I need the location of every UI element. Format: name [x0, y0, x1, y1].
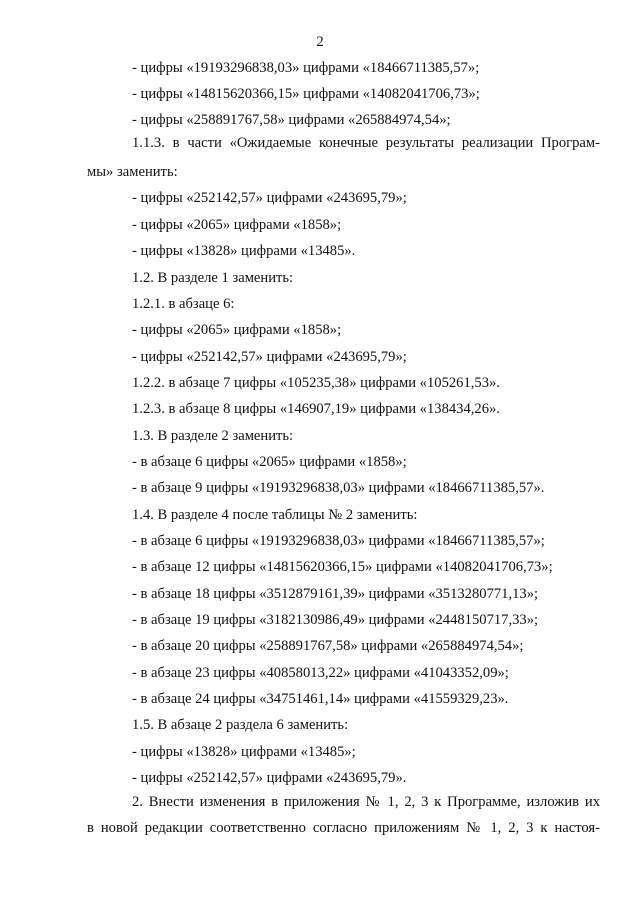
text-line: в новой редакции соответственно согласно приложениям № 1, 2, 3 к настоя- [87, 820, 600, 836]
text-line: - цифры «19193296838,03» цифрами «18466711385,57»; [132, 60, 480, 76]
text-line: - в абзаце 20 цифры «258891767,58» цифрами «265884974,54»; [132, 638, 524, 654]
page-number: 2 [316, 34, 324, 50]
text-line: - цифры «13828» цифрами «13485». [132, 243, 356, 259]
text-line: - в абзаце 6 цифры «19193296838,03» цифрами «18466711385,57»; [132, 533, 545, 549]
text-line: 1.3. В разделе 2 заменить: [132, 428, 294, 444]
text-line: 1.2.3. в абзаце 8 цифры «146907,19» цифрами «138434,26». [132, 401, 500, 417]
text-line: мы» заменить: [87, 164, 178, 180]
text-line: 1.2.2. в абзаце 7 цифры «105235,38» цифрами «105261,53». [132, 375, 500, 391]
text-line: - цифры «252142,57» цифрами «243695,79»; [132, 190, 407, 206]
text-line: - цифры «2065» цифрами «1858»; [132, 217, 342, 233]
text-line: - цифры «252142,57» цифрами «243695,79»; [132, 349, 407, 365]
text-line: 1.1.3. в части «Ожидаемые конечные результаты реализации Програм- [132, 135, 600, 151]
text-line: - в абзаце 24 цифры «34751461,14» цифрами «41559329,23». [132, 691, 509, 707]
text-line: - в абзаце 12 цифры «14815620366,15» цифрами «14082041706,73»; [132, 559, 553, 575]
text-line: - в абзаце 23 цифры «40858013,22» цифрами «41043352,09»; [132, 665, 509, 681]
text-line: - в абзаце 9 цифры «19193296838,03» цифрами «18466711385,57». [132, 480, 545, 496]
text-line: 2. Внести изменения в приложения № 1, 2, 3 к Программе, изложив их [132, 794, 600, 810]
text-line: 1.4. В разделе 4 после таблицы № 2 заменить: [132, 507, 418, 523]
text-line: - цифры «13828» цифрами «13485»; [132, 744, 356, 760]
text-line: 1.2.1. в абзаце 6: [132, 296, 235, 312]
text-line: - цифры «258891767,58» цифрами «265884974,54»; [132, 112, 451, 128]
text-line: - цифры «2065» цифрами «1858»; [132, 322, 342, 338]
text-line: 1.5. В абзаце 2 раздела 6 заменить: [132, 717, 349, 733]
text-line: 1.2. В разделе 1 заменить: [132, 270, 294, 286]
text-line: - в абзаце 6 цифры «2065» цифрами «1858»; [132, 454, 407, 470]
text-line: - в абзаце 18 цифры «3512879161,39» цифрами «3513280771,13»; [132, 586, 539, 602]
text-line: - цифры «14815620366,15» цифрами «14082041706,73»; [132, 86, 480, 102]
text-line: - в абзаце 19 цифры «3182130986,49» цифрами «2448150717,33»; [132, 612, 539, 628]
text-line: - цифры «252142,57» цифрами «243695,79». [132, 770, 407, 786]
